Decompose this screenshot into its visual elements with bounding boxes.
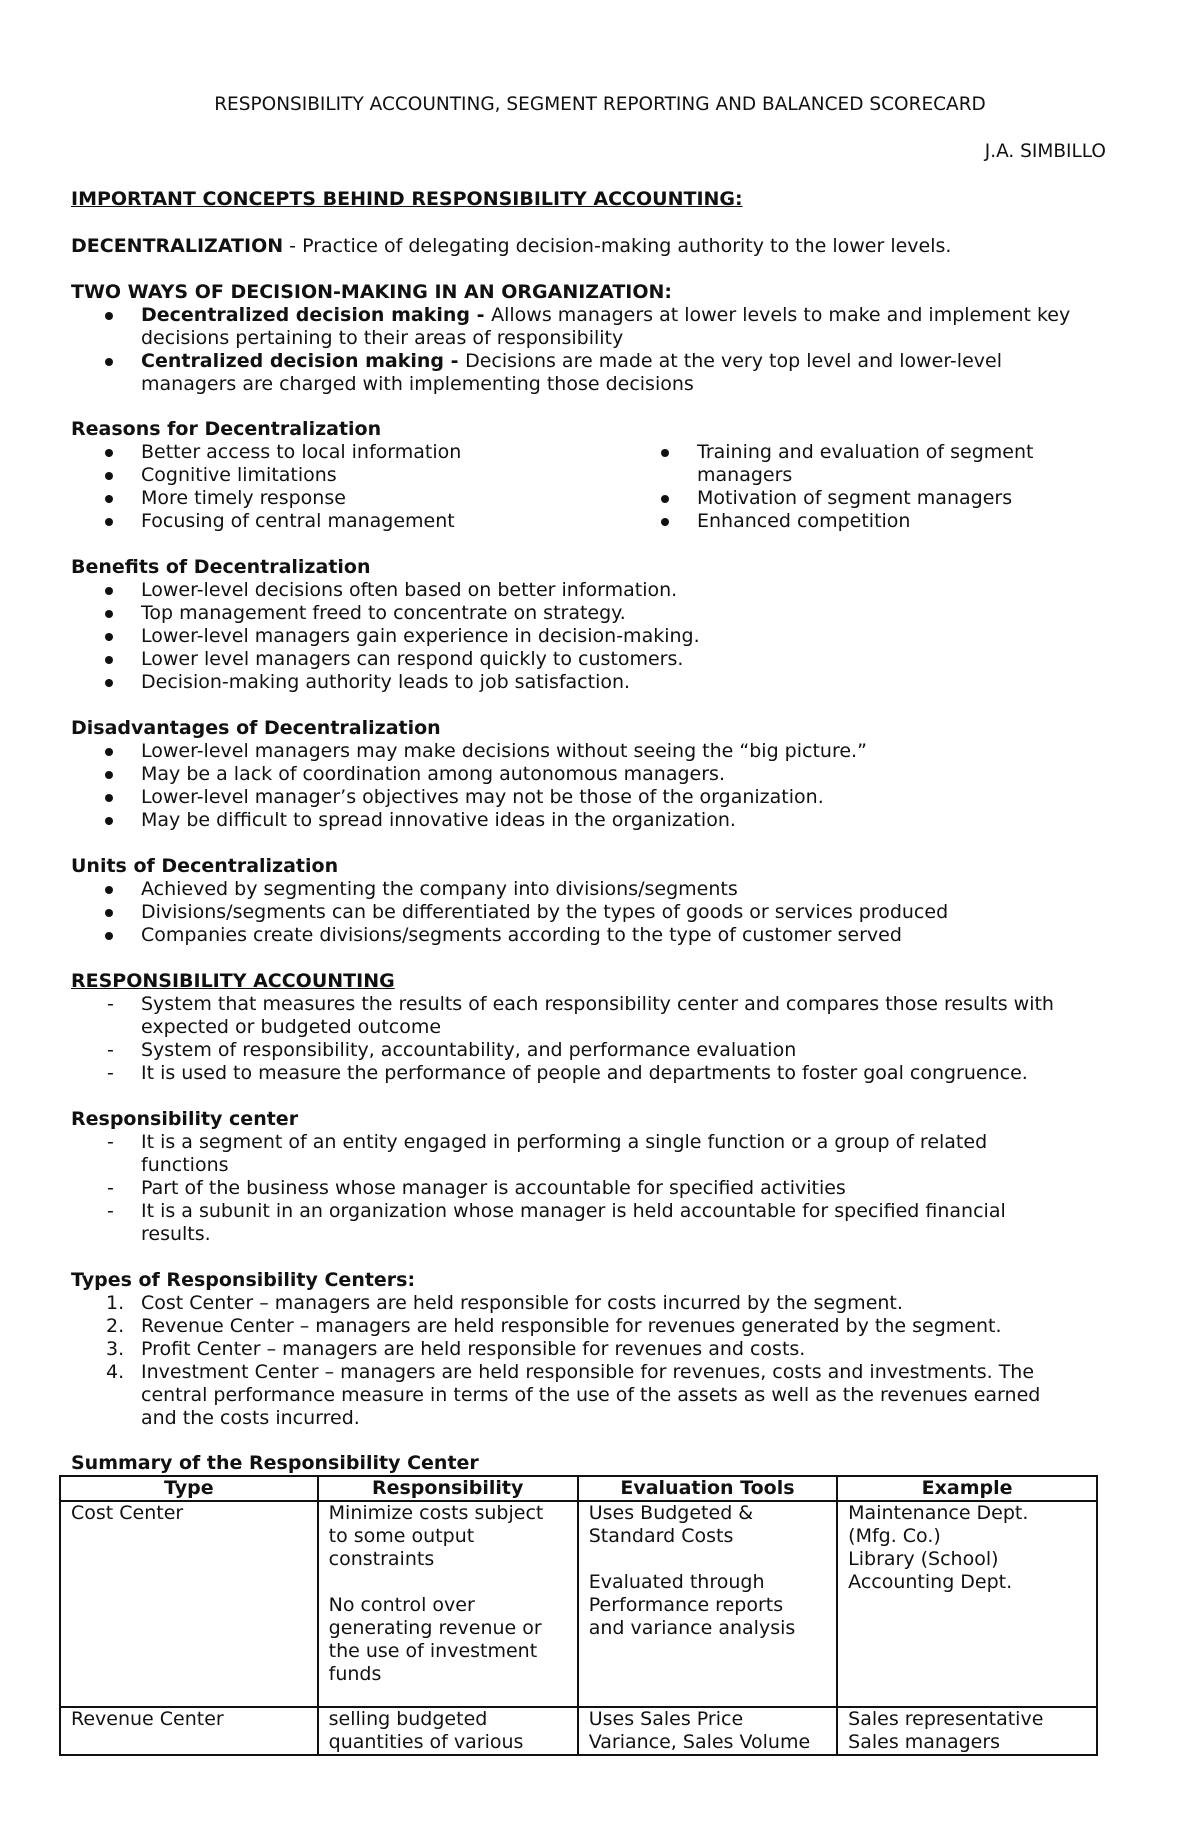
list-item: Decision-making authority leads to job satisfaction. (71, 671, 1131, 694)
types-list (71, 1292, 1131, 1430)
bullet-icon (661, 449, 669, 457)
document-title: RESPONSIBILITY ACCOUNTING, SEGMENT REPORTING AND BALANCED SCORECARD (214, 94, 986, 115)
list-item: Lower level managers can respond quickly to customers. (71, 648, 1131, 671)
responsibility-center-heading: Responsibility center (71, 1108, 299, 1130)
disadvantages-heading: Disadvantages of Decentralization (71, 717, 441, 739)
disadvantages-list (71, 740, 1131, 832)
list-item: Achieved by segmenting the company into divisions/segments (71, 878, 1131, 901)
list-item: More timely response (71, 487, 631, 510)
list-item: 1. Cost Center – managers are held responsible for costs incurred by the segment. (106, 1292, 903, 1314)
list-item: 3. Profit Center – managers are held responsible for revenues and costs. (106, 1338, 806, 1360)
table-header-type: Type (60, 1476, 318, 1501)
important-concepts-heading: IMPORTANT CONCEPTS BEHIND RESPONSIBILITY ACCOUNTING: (71, 188, 743, 210)
reasons-heading: Reasons for Decentralization (71, 418, 382, 440)
table-cell-example: Maintenance Dept. (Mfg. Co.) Library (School) Accounting Dept. (837, 1501, 1097, 1707)
list-item: Cognitive limitations (71, 464, 631, 487)
list-item: 4. Investment Center – managers are held responsible for revenues, costs and investments. The central performance measure in terms of the use of the assets as well as the revenues earned and the costs incurred. (106, 1361, 1041, 1429)
list-item: Lower-level managers gain experience in decision-making. (71, 625, 1131, 648)
bullet-icon (105, 771, 113, 779)
reasons-list-left (71, 441, 631, 533)
bullet-icon (105, 932, 113, 940)
list-item: Decentralized decision making - Allows managers at lower levels to make and implement key decisions pertaining to their areas of responsibility (71, 304, 1131, 350)
bullet-icon (105, 817, 113, 825)
table-header-evaluation-tools: Evaluation Tools (578, 1476, 837, 1501)
list-item: Lower-level manager’s objectives may not be those of the organization. (71, 786, 1131, 809)
table-header-row (60, 1476, 1097, 1501)
table-cell-responsibility: Minimize costs subject to some output constraints No control over generating revenue or the use of investment funds (318, 1501, 578, 1707)
list-item: - System of responsibility, accountability, and performance evaluation (107, 1039, 797, 1061)
bullet-icon (105, 610, 113, 618)
bullet-icon (661, 518, 669, 526)
table-row (60, 1707, 1097, 1755)
summary-table (59, 1475, 1098, 1756)
table-cell-evaluation-tools: Uses Budgeted & Standard Costs Evaluated through Performance reports and variance analysis (578, 1501, 837, 1707)
responsibility-accounting-list (71, 993, 1131, 1085)
bullet-icon (105, 449, 113, 457)
list-item: - System that measures the results of each responsibility center and compares those results with expected or budgeted outcome (107, 993, 1054, 1038)
bullet-icon (105, 748, 113, 756)
list-item: Enhanced competition (627, 510, 1147, 533)
bullet-icon (105, 679, 113, 687)
decentralization-definition (71, 235, 951, 257)
table-cell-responsibility: selling budgeted quantities of various (318, 1707, 578, 1755)
bullet-icon (105, 886, 113, 894)
table-cell-type: Revenue Center (60, 1707, 318, 1755)
table-header-responsibility: Responsibility (318, 1476, 578, 1501)
list-item: May be difficult to spread innovative ideas in the organization. (71, 809, 1131, 832)
list-item: Training and evaluation of segment managers (627, 441, 1147, 487)
document-author: J.A. SIMBILLO (984, 141, 1106, 162)
list-item: Motivation of segment managers (627, 487, 1147, 510)
responsibility-center-list (71, 1131, 1131, 1246)
bullet-icon (105, 312, 113, 320)
two-ways-list (71, 304, 1131, 396)
list-item: - It is a segment of an entity engaged in performing a single function or a group of related functions (107, 1131, 988, 1176)
decentralization-term: DECENTRALIZATION (71, 235, 284, 257)
benefits-heading: Benefits of Decentralization (71, 556, 371, 578)
two-ways-heading: TWO WAYS OF DECISION-MAKING IN AN ORGANIZATION: (71, 281, 672, 303)
list-item: - It is a subunit in an organization whose manager is held accountable for specified financial results. (107, 1200, 1006, 1245)
summary-heading: Summary of the Responsibility Center (71, 1452, 479, 1474)
responsibility-accounting-heading: RESPONSIBILITY ACCOUNTING (71, 970, 395, 992)
table-cell-type: Cost Center (60, 1501, 318, 1707)
bullet-icon (105, 633, 113, 641)
list-item: May be a lack of coordination among autonomous managers. (71, 763, 1131, 786)
list-item: - Part of the business whose manager is accountable for specified activities (107, 1177, 846, 1199)
list-item: Lower-level managers may make decisions without seeing the “big picture.” (71, 740, 1131, 763)
reasons-list-right (627, 441, 1147, 533)
list-item: Top management freed to concentrate on strategy. (71, 602, 1131, 625)
bullet-icon (105, 587, 113, 595)
bullet-icon (105, 909, 113, 917)
benefits-list (71, 579, 1131, 694)
bullet-icon (105, 358, 113, 366)
types-heading: Types of Responsibility Centers: (71, 1269, 416, 1291)
list-item: Centralized decision making - Decisions are made at the very top level and lower-level managers are charged with implementing those decisions (71, 350, 1131, 396)
bullet-icon (661, 495, 669, 503)
list-item: Divisions/segments can be differentiated by the types of goods or services produced (71, 901, 1131, 924)
bullet-icon (105, 495, 113, 503)
bullet-icon (105, 656, 113, 664)
decentralization-text: - Practice of delegating decision-making authority to the lower levels. (283, 235, 952, 257)
list-item: Focusing of central management (71, 510, 631, 533)
bullet-icon (105, 518, 113, 526)
table-cell-example: Sales representative Sales managers (837, 1707, 1097, 1755)
table-cell-evaluation-tools: Uses Sales Price Variance, Sales Volume (578, 1707, 837, 1755)
list-item: - It is used to measure the performance of people and departments to foster goal congruence. (107, 1062, 1028, 1084)
bullet-icon (105, 794, 113, 802)
table-header-example: Example (837, 1476, 1097, 1501)
list-item: Better access to local information (71, 441, 631, 464)
list-item: Companies create divisions/segments according to the type of customer served (71, 924, 1131, 947)
bullet-icon (105, 472, 113, 480)
units-heading: Units of Decentralization (71, 855, 339, 877)
table-row (60, 1501, 1097, 1707)
list-item: 2. Revenue Center – managers are held responsible for revenues generated by the segment. (106, 1315, 1002, 1337)
units-list (71, 878, 1131, 947)
list-item: Lower-level decisions often based on better information. (71, 579, 1131, 602)
